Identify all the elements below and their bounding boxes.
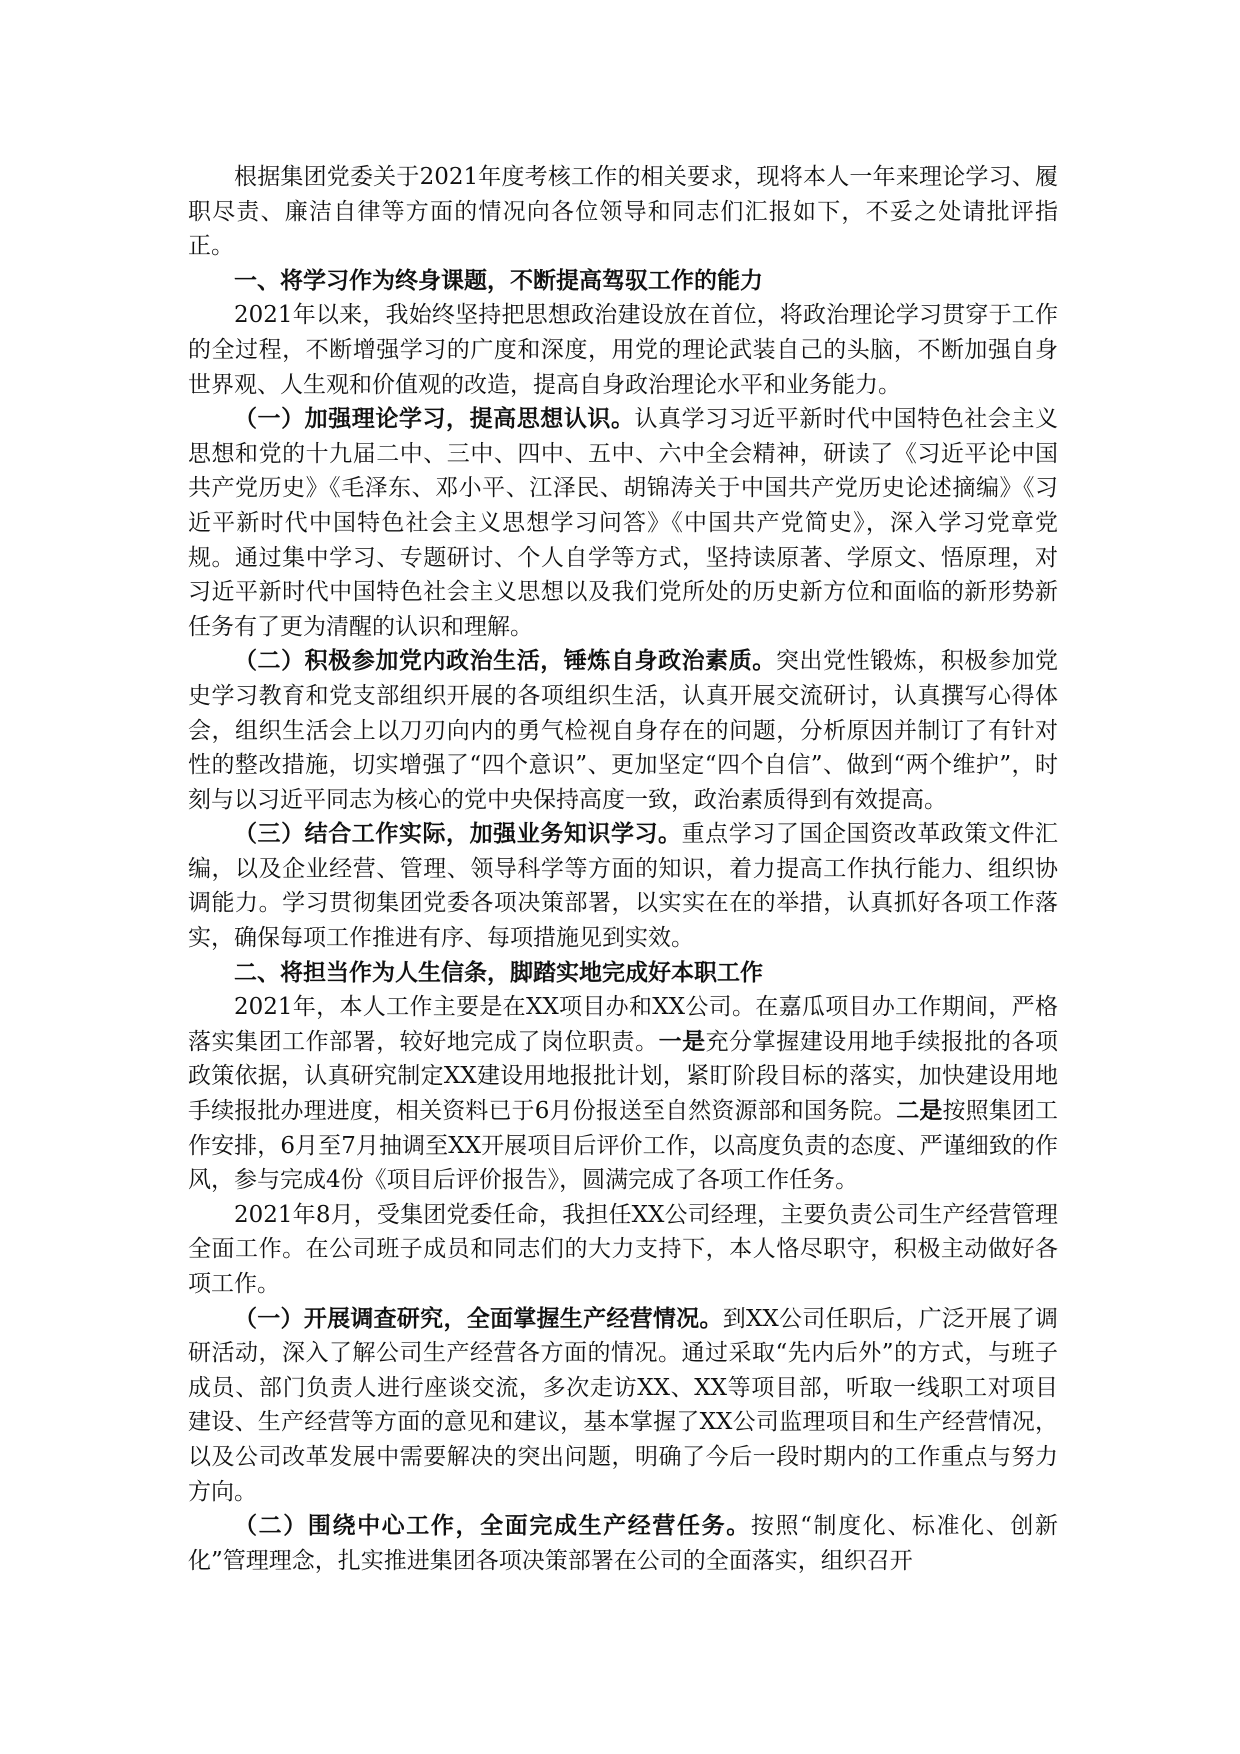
paragraph-section2-intro	[188, 990, 1058, 1198]
text-run: 按照集团工作安排，6月至7月抽调至XX开展项目后评价工作，以高度负责的态度、严谨细致的作风，参与完成4份《项目后评价报告》，圆满完成了各项工作任务。	[188, 1098, 1059, 1194]
paragraph-subsection-2-1	[188, 1302, 1058, 1510]
text-run: 充分掌握建设用地手续报批的各项政策依据，认真研究制定XX建设用地报批计划，紧盯阶段目标的落实，加快建设用地手续报批办理进度，相关资料已于6月份报送至自然资源部和国务院。	[188, 1028, 1059, 1125]
paragraph-subsection-1-1	[188, 402, 1058, 644]
document-body	[188, 160, 1058, 1578]
section-heading-2: 二、将担当作为人生信条，脚踏实地完成好本职工作	[234, 958, 763, 986]
subsection-lead: （一）开展调查研究，全面掌握生产经营情况。	[234, 1304, 723, 1332]
paragraph-intro: 根据集团党委关于2021年度考核工作的相关要求，现将本人一年来理论学习、履职尽责、廉洁自律等方面的情况向各位领导和同志们汇报如下，不妥之处请批评指正。	[188, 164, 1058, 260]
bold-run: 一是	[658, 1027, 706, 1055]
bold-run: 二是	[896, 1097, 943, 1125]
subsection-text: 按照“制度化、标准化、创新化”管理理念，扎实推进集团各项决策部署在公司的全面落实，组织召开	[188, 1513, 1059, 1574]
paragraph-section1-intro: 2021年以来，我始终坚持把思想政治建设放在首位，将政治理论学习贯穿于工作的全过程，不断增强学习的广度和深度，用党的理论武装自己的头脑，不断加强自身世界观、人生观和价值观的改造，提高自身政治理论水平和业务能力。	[188, 302, 1058, 398]
section-heading-1: 一、将学习作为终身课题，不断提高驾驭工作的能力	[234, 266, 763, 294]
subsection-lead: （二）围绕中心工作，全面完成生产经营任务。	[234, 1512, 751, 1540]
subsection-lead: （二）积极参加党内政治生活，锤炼自身政治素质。	[234, 647, 776, 675]
subsection-text: 认真学习习近平新时代中国特色社会主义思想和党的十九届二中、三中、四中、五中、六中全会精神，研读了《习近平论中国共产党历史》《毛泽东、邓小平、江泽民、胡锦涛关于中国共产党历史论述摘编》《习近平新时代中国特色社会主义思想学习问答》《中国共产党简史》，深入学习党章党规。通过集中学习、专题研讨、个人自学等方式，坚持读原著、学原文、悟原理，对习近平新时代中国特色社会主义思想以及我们党所处的历史新方位和面临的新形势新任务有了更为清醒的认识和理解。	[188, 406, 1058, 640]
paragraph-section2-appointment: 2021年8月，受集团党委任命，我担任XX公司经理，主要负责公司生产经营管理全面工作。在公司班子成员和同志们的大力支持下，本人恪尽职守，积极主动做好各项工作。	[188, 1201, 1058, 1297]
paragraph-subsection-2-2	[188, 1509, 1058, 1578]
subsection-text: 突出党性锻炼，积极参加党史学习教育和党支部组织开展的各项组织生活，认真开展交流研讨，认真撰写心得体会，组织生活会上以刀刃向内的勇气检视自身存在的问题，分析原因并制订了有针对性的整改措施，切实增强了“四个意识”、更加坚定“四个自信”、做到“两个维护”，时刻与以习近平同志为核心的党中央保持高度一致，政治素质得到有效提高。	[188, 648, 1059, 813]
text-run: 2021年，本人工作主要是在XX项目办和XX公司。在嘉瓜项目办工作期间，严格落实集团工作部署，较好地完成了岗位职责。	[188, 994, 1058, 1055]
subsection-lead: （三）结合工作实际，加强业务知识学习。	[234, 820, 682, 848]
paragraph-subsection-1-2	[188, 644, 1058, 817]
subsection-lead: （一）加强理论学习，提高思想认识。	[234, 405, 635, 433]
paragraph-subsection-1-3	[188, 817, 1058, 955]
subsection-text: 到XX公司任职后，广泛开展了调研活动，深入了解公司生产经营各方面的情况。通过采取“先内后外”的方式，与班子成员、部门负责人进行座谈交流，多次走访XX、XX等项目部，听取一线职工对项目建设、生产经营等方面的意见和建议，基本掌握了XX公司监理项目和生产经营情况，以及公司改革发展中需要解决的突出问题，明确了今后一段时期内的工作重点与努力方向。	[188, 1305, 1059, 1505]
subsection-text: 重点学习了国企国资改革政策文件汇编，以及企业经营、管理、领导科学等方面的知识，着力提高工作执行能力、组织协调能力。学习贯彻集团党委各项决策部署，以实实在在的举措，认真抓好各项工作落实，确保每项工作推进有序、每项措施见到实效。	[188, 821, 1059, 952]
